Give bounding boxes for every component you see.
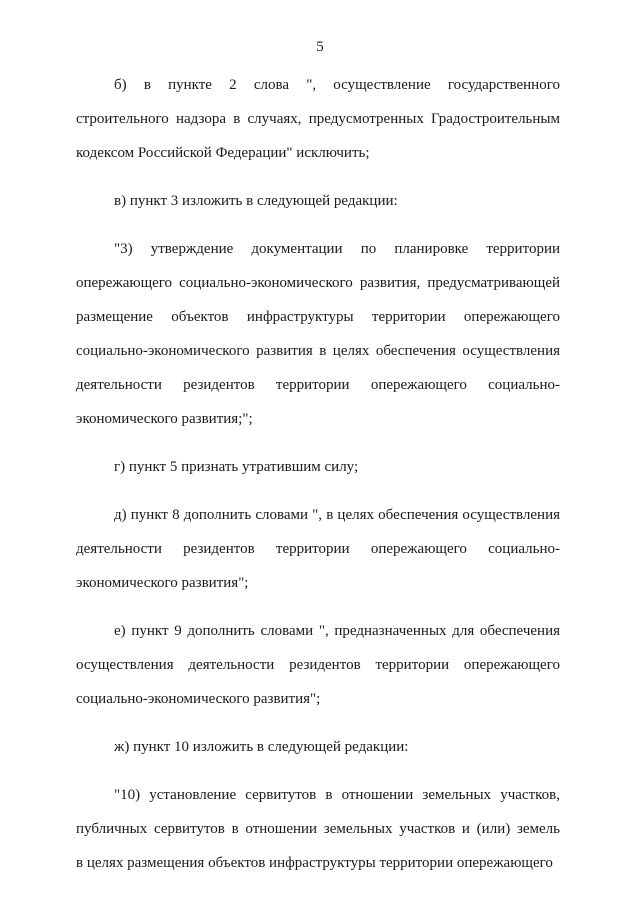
text-line: б) в пункте 2 слова ", осуществление государственного [114,77,560,93]
text-line: деятельности резидентов территории опережающего социально- [76,377,560,393]
paragraph-e [76,614,560,716]
paragraph-zh-quote [76,778,560,880]
paragraph-b [76,68,560,170]
text-line: строительного надзора в случаях, предусмотренных Градостроительным [76,111,560,127]
paragraph-g [76,450,560,484]
text-line: опережающего социально-экономического развития, предусматривающей [76,275,560,291]
text-line: ж) пункт 10 изложить в следующей редакции: [114,739,409,755]
text-line: осуществления деятельности резидентов территории опережающего [76,657,560,673]
text-line: кодексом Российской Федерации" исключить; [76,145,370,161]
text-line: экономического развития"; [76,575,249,591]
text-line: д) пункт 8 дополнить словами ", в целях обеспечения осуществления [114,507,560,523]
text-line: в) пункт 3 изложить в следующей редакции: [114,193,398,209]
text-line: "10) установление сервитутов в отношении земельных участков, [114,787,560,803]
paragraph-zh [76,730,560,764]
text-line: "3) утверждение документации по планировке территории [114,241,560,257]
text-line: размещение объектов инфраструктуры территории опережающего [76,309,560,325]
document-body [76,68,560,894]
paragraph-v-quote [76,232,560,436]
text-line: социально-экономического развития в целях обеспечения осуществления [76,343,560,359]
text-line: е) пункт 9 дополнить словами ", предназначенных для обеспечения [114,623,560,639]
page-number: 5 [316,39,324,55]
text-line: деятельности резидентов территории опережающего социально- [76,541,560,557]
text-line: публичных сервитутов в отношении земельных участков и (или) земель [76,821,560,837]
text-line: экономического развития;"; [76,411,253,427]
text-line: в целях размещения объектов инфраструктуры территории опережающего [76,855,553,871]
text-line: социально-экономического развития"; [76,691,321,707]
paragraph-v [76,184,560,218]
text-line: г) пункт 5 признать утратившим силу; [114,459,359,475]
paragraph-d [76,498,560,600]
